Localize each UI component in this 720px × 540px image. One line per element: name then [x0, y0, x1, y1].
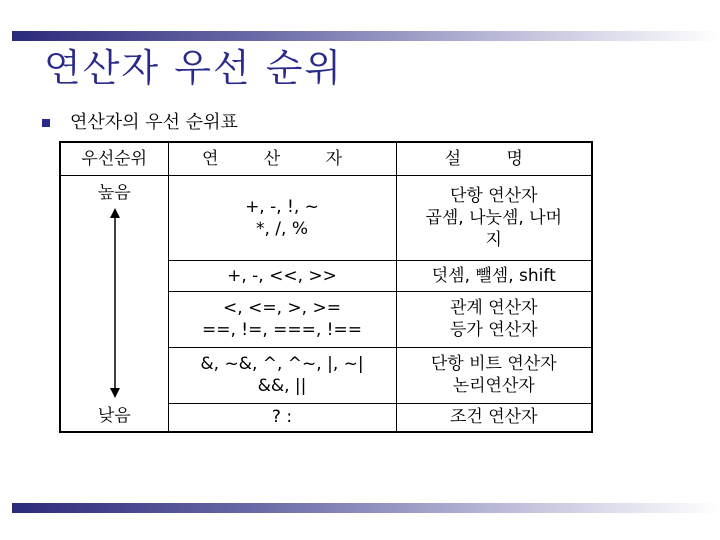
operator-cell: [168, 260, 396, 291]
bottom-gradient-bar: [12, 503, 720, 513]
operator-line: &&, ||: [257, 376, 307, 396]
operator-cell: [168, 175, 396, 260]
operator-cell: [168, 403, 396, 432]
description-cell: [396, 175, 592, 260]
priority-cell: [60, 175, 168, 432]
description-line: 단항 연산자: [449, 185, 538, 206]
description-cell: [396, 347, 592, 403]
double-arrow-icon: [107, 208, 123, 398]
bullet-text: 연산자의 우선 순위표: [70, 112, 238, 133]
description-line: 등가 연산자: [449, 320, 538, 340]
description-line: 곱셈, 나눗셈, 나머: [425, 207, 563, 228]
header-priority: 우선순위: [60, 142, 168, 175]
operator-line: +, -, !, ~: [245, 196, 319, 217]
operator-precedence-table: [59, 141, 593, 433]
table-row: [60, 175, 592, 260]
description-line: 조건 연산자: [449, 407, 538, 428]
operator-line: &, ~&, ^, ^~, |, ~|: [200, 354, 364, 374]
operator-line: ? :: [271, 407, 293, 428]
header-operators: 연 산 자: [168, 142, 396, 175]
description-line: 지: [485, 229, 502, 250]
priority-low-label: 낮음: [97, 406, 131, 426]
description-cell: [396, 403, 592, 432]
description-cell: [396, 260, 592, 291]
table-header-row: [60, 142, 592, 175]
square-bullet-icon: [42, 119, 50, 127]
operator-line: *, /, %: [256, 218, 308, 239]
header-description: 설 명: [396, 142, 592, 175]
priority-high-label: 높음: [97, 182, 131, 203]
description-cell: [396, 291, 592, 347]
slide-title: 연산자 우선 순위: [44, 46, 344, 90]
operator-cell: [168, 291, 396, 347]
operator-line: +, -, <<, >>: [227, 265, 337, 286]
top-gradient-bar: [12, 31, 720, 41]
description-line: 관계 연산자: [449, 298, 538, 318]
description-line: 덧셈, 뺄셈, shift: [431, 265, 556, 286]
operator-line: ==, !=, ===, !==: [201, 320, 362, 340]
description-line: 논리연산자: [452, 376, 535, 396]
operator-cell: [168, 347, 396, 403]
operator-line: <, <=, >, >=: [223, 298, 341, 318]
description-line: 단항 비트 연산자: [430, 354, 557, 374]
